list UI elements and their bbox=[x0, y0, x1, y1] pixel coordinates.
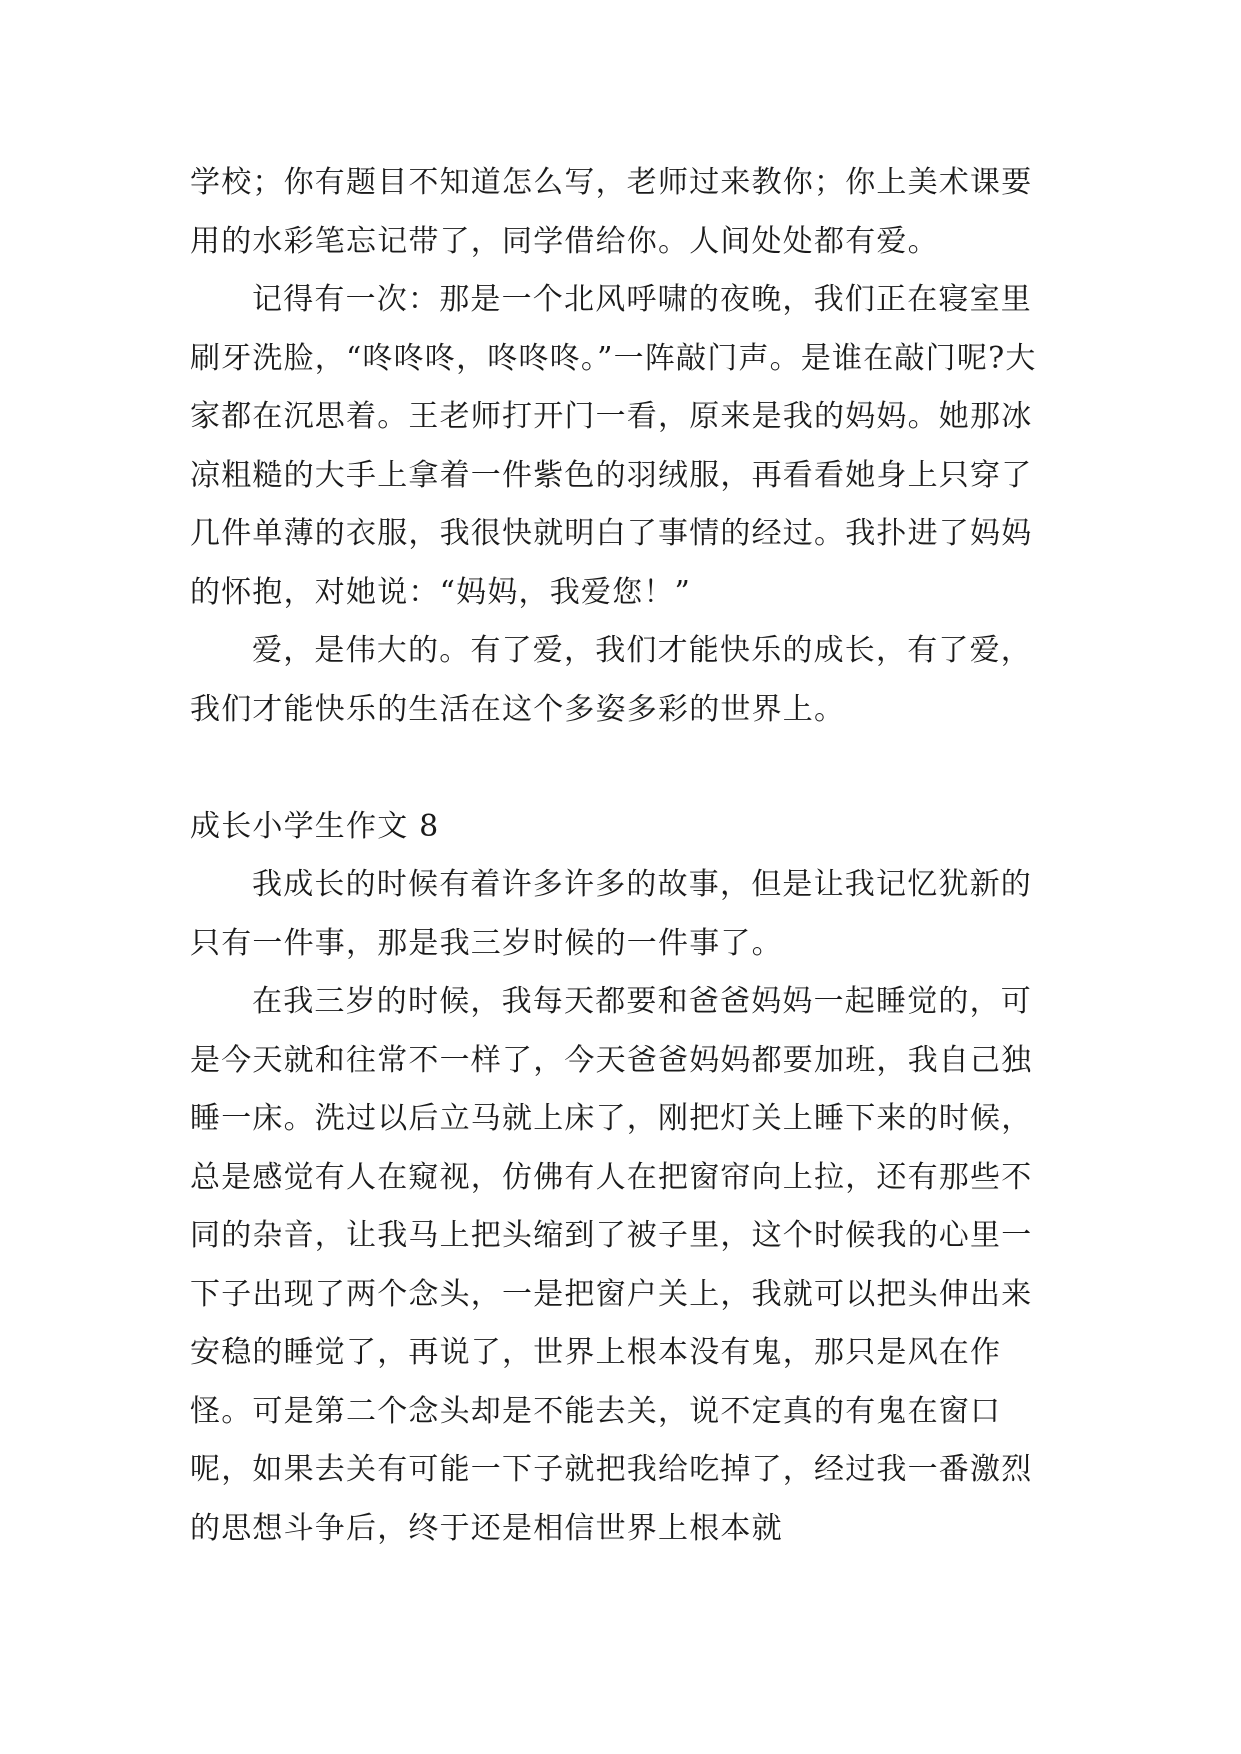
section-title: 成长小学生作文 8 bbox=[190, 808, 440, 844]
document-body bbox=[190, 154, 1060, 1558]
paragraph-school-love: 学校；你有题目不知道怎么写，老师过来教你；你上美术课要用的水彩笔忘记带了，同学借给你。人间处处都有爱。 bbox=[190, 165, 1033, 259]
paragraph-mother-visit: 记得有一次：那是一个北风呼啸的夜晚，我们正在寝室里刷牙洗脸，“咚咚咚，咚咚咚。”一阵敲门声。是谁在敲门呢?大家都在沉思着。王老师打开门一看，原来是我的妈妈。她那冰凉粗糙的大手上拿着一件紫色的羽绒服，再看看她身上只穿了几件单薄的衣服，我很快就明白了事情的经过。我扑进了妈妈的怀抱，对她说：“妈妈，我爱您！” bbox=[190, 282, 1037, 610]
paragraph-sleeping-alone: 在我三岁的时候，我每天都要和爸爸妈妈一起睡觉的，可是今天就和往常不一样了，今天爸爸妈妈都要加班，我自己独睡一床。洗过以后立马就上床了，刚把灯关上睡下来的时候，总是感觉有人在窥视，仿佛有人在把窗帘向上拉，还有那些不同的杂音，让我马上把头缩到了被子里，这个时候我的心里一下子出现了两个念头，一是把窗户关上，我就可以把头伸出来安稳的睡觉了，再说了，世界上根本没有鬼，那只是风在作怪。可是第二个念头却是不能去关，说不定真的有鬼在窗口呢，如果去关有可能一下子就把我给吃掉了，经过我一番激烈的思想斗争后，终于还是相信世界上根本就 bbox=[190, 984, 1033, 1546]
paragraph-love-conclusion: 爱，是伟大的。有了爱，我们才能快乐的成长，有了爱，我们才能快乐的生活在这个多姿多彩的世界上。 bbox=[190, 633, 1032, 727]
section-spacer bbox=[190, 739, 1060, 798]
paragraph-growth-story-intro: 我成长的时候有着许多许多的故事，但是让我记忆犹新的只有一件事，那是我三岁时候的一件事了。 bbox=[190, 867, 1032, 961]
